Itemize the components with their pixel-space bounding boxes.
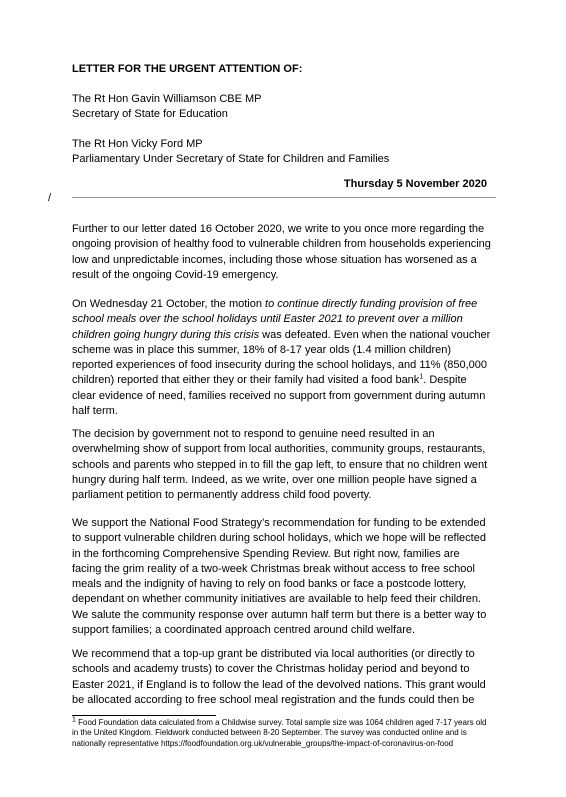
- recipient-1-name: The Rt Hon Gavin Williamson CBE MP: [72, 93, 262, 105]
- paragraph-2-intro: On Wednesday 21 October, the motion: [72, 298, 266, 310]
- paragraph-4: We support the National Food Strategy’s recommendation for funding to be extended to support vulnerable children during school holidays, which we hope will be reflected in the forthcoming Comprehensive Spending Review. But right now, families are facing the grim reality of a two-week Christmas break without access to free school meals and the indignity of having to rely on food banks or face a postcode lottery, dependant on whether community initiatives are available to help feed their children. We salute the community response over autumn half term but there is a better way to support families; a coordinated approach centred around child welfare.: [72, 517, 487, 637]
- footnote: [72, 718, 492, 749]
- footnote-divider: [72, 715, 216, 716]
- stray-mark: /: [48, 192, 52, 204]
- footnote-marker: 1: [72, 716, 76, 724]
- paragraph-2-end: . Despite clear evidence of need, families received no support from government during autumn half term.: [72, 374, 486, 418]
- recipient-1: [72, 92, 492, 123]
- footnote-ref: 1: [419, 373, 424, 381]
- paragraph-2: [72, 297, 492, 419]
- motion-quote: to continue directly funding provision of free school meals over the school holidays until Easter 2021 to prevent over a million children going hungry during this crisis: [72, 298, 478, 341]
- recipient-2: [72, 137, 492, 168]
- letter-date: Thursday 5 November 2020: [343, 178, 487, 190]
- paragraph-2-body: was defeated. Even when the national voucher scheme was in place this summer, 18% of 8-17 year olds (1.4 million children) reported experiences of food insecurity during the school holidays, and 11% (850,000 children) reported that either they or their family had visited a food bank: [72, 328, 491, 387]
- letter-heading: LETTER FOR THE URGENT ATTENTION OF:: [72, 63, 303, 75]
- date-divider: [72, 197, 496, 198]
- paragraph-3: The decision by government not to respond to genuine need resulted in an overwhelming show of support from local authorities, community groups, restaurants, schools and parents who stepped in to fill the gap left, to ensure that no children went hungry during half term. Indeed, as we write, over one million people have signed a parliament petition to permanently address child food poverty.: [72, 428, 488, 502]
- recipient-1-role: Secretary of State for Education: [72, 108, 228, 121]
- recipient-2-name: The Rt Hon Vicky Ford MP: [72, 138, 203, 150]
- paragraph-1: Further to our letter dated 16 October 2020, we write to you once more regarding the ongoing provision of healthy food to vulnerable children from households experiencing low and unpredictable incomes, including those whose situation has worsened as a result of the ongoing Covid-19 emergency.: [72, 223, 491, 281]
- paragraph-5: We recommend that a top-up grant be distributed via local authorities (or directly to schools and academy trusts) to cover the Christmas holiday period and beyond to Easter 2021, if England is to follow the lead of the devolved nations. This grant would be allocated according to free school meal registration and the funds could then be: [72, 648, 486, 706]
- footnote-text: Food Foundation data calculated from a Childwise survey. Total sample size was 1064 children aged 7-17 years old in the United Kingdom. Fieldwork conducted between 8-20 September. The survey was conducted online and is nationally representative https://foodfoundation.org.uk/vulnerable_groups/the-impact-of-coronavirus-on-food: [72, 718, 487, 748]
- recipient-2-role: Parliamentary Under Secretary of State for Children and Families: [72, 153, 390, 166]
